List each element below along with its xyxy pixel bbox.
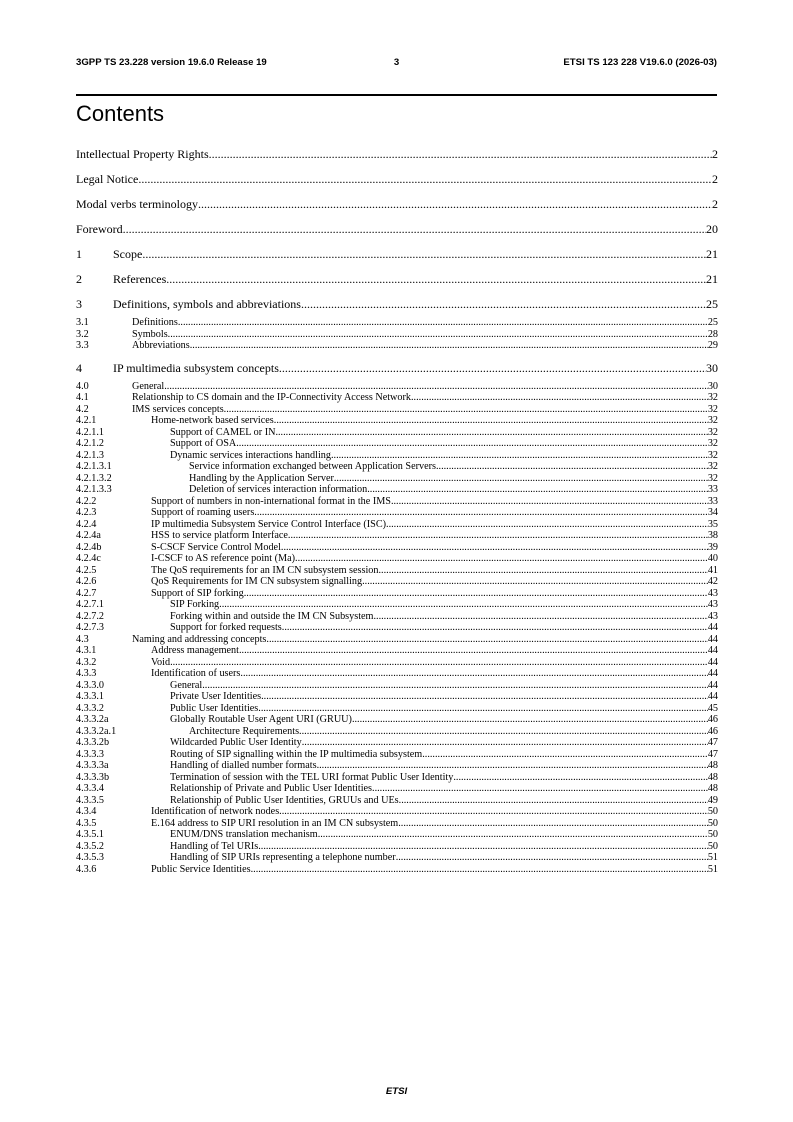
toc-entry[interactable] [76,356,718,381]
toc-entry-page: 51 [707,852,718,863]
toc-dot-leader [422,749,708,761]
toc-entry[interactable] [76,427,718,439]
page-header [76,57,717,71]
toc-entry[interactable] [76,392,718,404]
toc-entry[interactable] [76,167,718,192]
toc-entry-number: 3.2 [76,328,89,340]
toc-dot-leader [299,726,708,738]
toc-entry-title: Address management [151,645,239,656]
toc-dot-leader [281,542,708,554]
toc-dot-leader [142,242,706,267]
toc-entry-title: Public Service Identities [151,863,251,875]
toc-entry-number: 4.2.3 [76,507,97,518]
toc-entry-page: 35 [707,518,718,530]
toc-dot-leader [282,622,708,634]
toc-entry-page: 47 [707,748,718,760]
toc-dot-leader [295,553,708,565]
toc-entry-number: 4.2.4a [76,530,101,541]
toc-entry-title: Relationship of Public User Identities, GRUUs and UEs [170,794,399,806]
toc-entry[interactable] [76,841,718,853]
toc-entry-title: Relationship of Private and Public User Identities [170,783,373,794]
toc-entry-number: 4.2.7.3 [76,622,105,633]
toc-entry-number: 4.3.5 [76,817,97,829]
toc-entry-title: Legal Notice [76,172,139,186]
toc-entry-page: 46 [707,714,718,725]
toc-entry-page: 44 [707,679,718,691]
toc-entry-page: 48 [707,783,718,794]
toc-entry[interactable] [76,749,718,761]
toc-entry[interactable] [76,438,718,450]
toc-entry-title: Void [151,656,171,668]
toc-entry-title: ENUM/DNS translation mechanism [170,829,318,840]
toc-entry-title: Service information exchanged between Application Servers [189,461,436,472]
toc-entry-number: 4.3.3.3 [76,748,105,760]
toc-dot-leader [279,356,706,381]
toc-entry-page: 50 [707,840,718,852]
toc-dot-leader [251,864,708,876]
header-page-number: 3 [393,57,400,68]
toc-entry-page: 32 [707,449,718,461]
toc-entry-title: References [113,272,167,286]
toc-dot-leader [198,192,712,217]
toc-entry-number: 4.2.1 [76,415,97,426]
toc-entry[interactable] [76,714,718,726]
toc-dot-leader [399,795,708,807]
toc-entry-title: Scope [113,247,143,261]
toc-dot-leader [239,645,708,657]
toc-entry-page: 2 [712,197,718,211]
toc-entry-title: Dynamic services interactions handling [170,449,331,461]
header-etsi-reference: ETSI TS 123 228 V19.6.0 (2026-03) [563,57,717,68]
toc-entry-number: 4.2.7.1 [76,599,105,610]
toc-entry-title: Identification of users [151,668,241,679]
toc-entry-number: 4.2.4c [76,553,101,564]
toc-entry-number: 1 [76,247,82,261]
toc-dot-leader [391,496,708,508]
toc-dot-leader [386,519,708,531]
header-rule [76,94,717,96]
toc-entry[interactable] [76,542,718,554]
toc-entry-title: Modal verbs terminology [76,197,198,211]
toc-entry-title: Private User Identities [170,691,262,702]
toc-entry-title: Public User Identities [170,702,259,714]
toc-entry[interactable] [76,806,718,818]
toc-entry[interactable] [76,818,718,830]
toc-dot-leader [224,404,708,416]
toc-entry[interactable] [76,703,718,715]
toc-entry[interactable] [76,588,718,600]
toc-dot-leader [170,657,708,669]
toc-dot-leader [164,381,708,393]
toc-dot-leader [236,438,708,450]
toc-entry-page: 44 [707,633,718,645]
toc-entry-number: 4.2.2 [76,495,97,507]
toc-entry-title: Deletion of services interaction information [189,484,368,495]
toc-entry-number: 4.3.1 [76,645,97,656]
toc-entry-page: 49 [707,794,718,806]
toc-dot-leader [138,167,712,192]
toc-entry-title: Identification of network nodes [151,806,280,817]
toc-entry-number: 4.3.3 [76,668,97,679]
toc-entry[interactable] [76,192,718,217]
toc-entry[interactable] [76,795,718,807]
toc-entry-number: 4.1 [76,392,89,403]
toc-entry-number: 4.2.7 [76,587,97,599]
toc-entry-number: 4.3.3.0 [76,679,105,691]
toc-entry[interactable] [76,565,718,577]
toc-entry-page: 2 [712,172,718,186]
toc-entry[interactable] [76,668,718,680]
toc-dot-leader [275,427,707,439]
toc-entry-number: 4.3.3.3b [76,771,110,783]
toc-entry-page: 42 [707,576,718,587]
toc-entry-title: SIP Forking [170,599,220,610]
toc-entry[interactable] [76,461,718,473]
toc-entry-page: 25 [707,317,718,328]
toc-dot-leader [317,760,708,772]
toc-entry[interactable] [76,496,718,508]
toc-entry-page: 20 [706,222,718,236]
toc-entry-number: 4.3 [76,633,89,645]
toc-dot-leader [302,737,708,749]
toc-entry-title: Abbreviations [132,340,190,351]
toc-dot-leader [166,267,706,292]
toc-entry[interactable] [76,599,718,611]
toc-entry-number: 3.3 [76,340,89,351]
toc-dot-leader [334,473,708,485]
toc-entry[interactable] [76,292,718,317]
toc-entry-page: 32 [707,415,718,426]
toc-entry[interactable] [76,553,718,565]
toc-entry[interactable] [76,645,718,657]
toc-entry-title: HSS to service platform Interface [151,530,288,541]
toc-dot-leader [266,634,707,646]
toc-entry-title: Architecture Requirements [189,725,300,737]
toc-entry-number: 4.3.3.4 [76,783,105,794]
toc-entry[interactable] [76,519,718,531]
toc-entry-title: Support of OSA [170,438,237,449]
toc-entry-title: IP multimedia Subsystem Service Control Interface (ISC) [151,518,387,530]
toc-entry-page: 38 [707,530,718,541]
toc-entry-number: 4.3.5.1 [76,829,105,840]
toc-dot-leader [352,714,708,726]
toc-entry-number: 4.3.3.2a [76,714,109,725]
toc-entry-page: 43 [707,599,718,610]
toc-entry-title: Home-network based services [151,415,274,426]
toc-entry-title: Relationship to CS domain and the IP-Connectivity Access Network [132,392,411,403]
toc-entry-title: IMS services concepts [132,403,224,415]
toc-entry-number: 4.2 [76,403,89,415]
toc-entry-page: 21 [706,247,718,261]
toc-entry-number: 4.3.3.2 [76,702,105,714]
toc-dot-leader [362,576,708,588]
toc-entry[interactable] [76,772,718,784]
toc-dot-leader [178,317,708,329]
toc-entry[interactable] [76,737,718,749]
toc-entry[interactable] [76,340,718,352]
toc-entry-page: 29 [707,340,718,351]
toc-dot-leader [367,484,708,496]
toc-entry-page: 48 [707,760,718,771]
toc-entry-number: 2 [76,272,82,286]
toc-entry[interactable] [76,404,718,416]
toc-entry[interactable] [76,329,718,341]
toc-dot-leader [453,772,707,784]
toc-dot-leader [379,565,708,577]
toc-dot-leader [318,829,708,841]
toc-entry-title: Routing of SIP signalling within the IP multimedia subsystem [170,748,423,760]
toc-entry-title: Wildcarded Public User Identity [170,737,302,748]
toc-entry-number: 4.2.1.3.2 [76,472,112,484]
toc-dot-leader [261,691,708,703]
toc-entry-number: 4.2.1.3 [76,449,105,461]
toc-entry-number: 4.2.5 [76,564,97,576]
toc-entry-number: 4.2.6 [76,576,97,587]
toc-entry[interactable] [76,267,718,292]
toc-entry-page: 51 [707,863,718,875]
toc-entry-title: Globally Routable User Agent URI (GRUU) [170,714,352,725]
toc-entry[interactable] [76,680,718,692]
toc-entry-page: 33 [707,484,718,495]
toc-dot-leader [398,818,708,830]
toc-dot-leader [240,668,707,680]
toc-entry-title: The QoS requirements for an IM CN subsystem session [151,564,379,576]
table-of-contents [76,142,718,875]
toc-entry-number: 4.3.2 [76,656,97,668]
toc-dot-leader [258,703,708,715]
toc-entry[interactable] [76,217,718,242]
toc-entry[interactable] [76,852,718,864]
toc-entry-page: 44 [707,691,718,702]
toc-entry[interactable] [76,760,718,772]
toc-entry-number: 4.2.1.1 [76,426,105,438]
toc-dot-leader [331,450,708,462]
toc-entry-page: 50 [707,829,718,840]
toc-dot-leader [219,599,708,611]
toc-entry[interactable] [76,634,718,646]
toc-entry[interactable] [76,415,718,427]
toc-entry-page: 32 [707,472,718,484]
toc-entry[interactable] [76,473,718,485]
page-title: Contents [76,101,165,126]
toc-entry-number: 3 [76,297,82,311]
toc-entry-page: 44 [707,656,718,668]
toc-entry-title: Support of numbers in non-international format in the IMS [151,495,391,507]
toc-entry-title: Termination of session with the TEL URI format Public User Identity [170,771,454,783]
toc-entry-title: IP multimedia subsystem concepts [113,360,279,375]
toc-entry-title: Support for forked requests [170,622,282,633]
toc-entry-page: 32 [707,438,718,449]
toc-entry-page: 33 [707,495,718,507]
toc-dot-leader [123,217,706,242]
toc-entry-title: Intellectual Property Rights [76,147,209,161]
toc-entry[interactable] [76,530,718,542]
toc-entry-page: 32 [707,461,718,472]
toc-dot-leader [209,142,712,167]
toc-entry-title: QoS Requirements for IM CN subsystem signalling [151,576,363,587]
toc-entry-number: 4.3.3.5 [76,794,105,806]
toc-dot-leader [244,588,708,600]
toc-entry-title: General [170,679,203,691]
toc-entry-page: 47 [707,737,718,748]
toc-entry-title: Definitions, symbols and abbreviations [113,297,301,311]
toc-entry-page: 44 [707,622,718,633]
toc-entry-number: 4.2.1.3.3 [76,484,112,495]
toc-entry-page: 46 [707,725,718,737]
toc-entry-title: Handling of dialled number formats [170,760,317,771]
toc-dot-leader [372,783,708,795]
toc-entry-number: 4.3.5.2 [76,840,105,852]
toc-entry-title: General [132,380,165,392]
toc-entry-title: Handling of SIP URIs representing a telephone number [170,852,396,863]
toc-entry-title: S-CSCF Service Control Model [151,541,281,553]
toc-dot-leader [190,340,708,352]
toc-entry-title: Handling by the Application Server [189,472,334,484]
toc-entry-title: Handling of Tel URIs [170,840,259,852]
toc-entry[interactable] [76,381,718,393]
toc-entry-page: 44 [707,668,718,679]
toc-entry[interactable] [76,622,718,634]
toc-entry-page: 32 [707,403,718,415]
toc-entry-title: Foreword [76,222,123,236]
toc-entry-page: 34 [707,507,718,518]
toc-entry[interactable] [76,450,718,462]
toc-entry-page: 30 [707,380,718,392]
toc-entry-number: 4.0 [76,380,89,392]
toc-dot-leader [373,611,707,623]
toc-entry-number: 4.3.3.2a.1 [76,725,117,737]
toc-entry-page: 25 [706,297,718,311]
toc-entry[interactable] [76,829,718,841]
toc-entry-number: 4.2.4 [76,518,97,530]
toc-entry-page: 43 [707,610,718,622]
toc-dot-leader [396,852,708,864]
toc-entry-title: Definitions [132,317,178,328]
toc-dot-leader [202,680,708,692]
toc-entry-number: 4.3.3.2b [76,737,110,748]
toc-entry-page: 28 [707,328,718,340]
toc-entry-number: 4.3.5.3 [76,852,105,863]
toc-entry-title: Support of CAMEL or IN [170,426,276,438]
toc-entry-number: 4.3.3.1 [76,691,105,702]
toc-entry-page: 32 [707,392,718,403]
toc-entry-title: E.164 address to SIP URI resolution in an IM CN subsystem [151,817,399,829]
toc-entry-number: 4 [76,360,82,375]
toc-dot-leader [411,392,708,404]
toc-entry-number: 4.2.1.2 [76,438,105,449]
toc-entry-page: 21 [706,272,718,286]
toc-entry-title: Symbols [132,328,168,340]
toc-entry-page: 43 [707,587,718,599]
toc-entry-page: 39 [707,541,718,553]
toc-entry-page: 45 [707,702,718,714]
toc-entry-title: Support of SIP forking [151,587,244,599]
toc-dot-leader [168,329,708,341]
toc-entry-page: 50 [707,806,718,817]
toc-entry-page: 50 [707,817,718,829]
toc-entry[interactable] [76,691,718,703]
toc-entry[interactable] [76,864,718,876]
toc-entry-page: 30 [706,360,718,375]
footer-etsi: ETSI [385,1086,408,1097]
toc-entry-title: Forking within and outside the IM CN Subsystem [170,610,374,622]
toc-entry-number: 3.1 [76,317,89,328]
toc-entry-number: 4.2.4b [76,541,102,553]
toc-entry-number: 4.3.4 [76,806,97,817]
toc-entry-number: 4.2.1.3.1 [76,461,112,472]
header-spec-version: 3GPP TS 23.228 version 19.6.0 Release 19 [76,57,267,68]
toc-dot-leader [288,530,708,542]
toc-entry[interactable] [76,783,718,795]
toc-entry-title: Support of roaming users [151,507,255,518]
toc-entry-number: 4.3.3.3a [76,760,109,771]
toc-entry[interactable] [76,576,718,588]
toc-entry[interactable] [76,507,718,519]
toc-entry-title: I-CSCF to AS reference point (Ma) [151,553,296,564]
toc-dot-leader [301,292,706,317]
toc-entry-title: Naming and addressing concepts [132,633,267,645]
toc-entry[interactable] [76,242,718,267]
toc-entry[interactable] [76,726,718,738]
toc-entry-page: 2 [712,147,718,161]
toc-entry[interactable] [76,484,718,496]
toc-entry[interactable] [76,611,718,623]
toc-entry[interactable] [76,657,718,669]
toc-entry-number: 4.3.6 [76,863,97,875]
toc-entry-number: 4.2.7.2 [76,610,105,622]
toc-entry-page: 44 [707,645,718,656]
toc-dot-leader [279,806,708,818]
toc-entry-page: 48 [707,771,718,783]
toc-dot-leader [254,507,708,519]
toc-entry-page: 32 [707,426,718,438]
toc-dot-leader [274,415,708,427]
toc-entry-page: 40 [707,553,718,564]
toc-dot-leader [436,461,708,473]
toc-entry[interactable] [76,317,718,329]
toc-entry[interactable] [76,142,718,167]
toc-entry-page: 41 [707,564,718,576]
toc-dot-leader [258,841,708,853]
